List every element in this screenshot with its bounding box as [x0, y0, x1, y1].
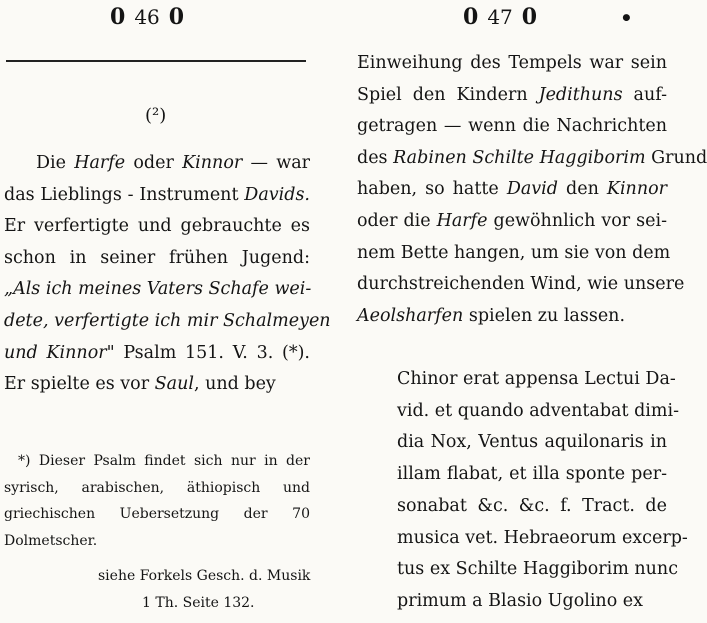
text-line: dia Nox, Ventus aquilonaris in: [397, 432, 667, 453]
italic-text: Harfe: [436, 210, 488, 231]
italic-text: Saul: [154, 374, 194, 395]
text-line: [4, 338, 310, 370]
text-line: [357, 48, 667, 80]
text-segment: auf-: [622, 84, 667, 105]
text-line: [4, 211, 310, 243]
text-segment: haben, so hatte: [357, 179, 507, 200]
text-line: *) Dieser Psalm findet sich nur in der: [18, 453, 310, 469]
text-segment: den: [557, 179, 607, 200]
text-line: [357, 174, 667, 206]
reference-note: [98, 563, 318, 617]
header-rule: [6, 60, 306, 62]
italic-text: dete, verfertigte ich mir Schalmeyen: [4, 310, 331, 331]
text-segment: nem Bette hangen, um sie von dem: [357, 242, 671, 263]
text-line: [357, 238, 671, 270]
italic-text: Harfe: [74, 153, 126, 173]
text-segment: gewöhnlich vor sei-: [487, 210, 667, 231]
text-segment: des: [357, 147, 394, 168]
italic-text: „Als ich meines Vaters Schafe wei-: [4, 279, 312, 300]
text-line: [357, 143, 707, 175]
text-segment: durchstreichenden Wind, wie unsere: [357, 274, 685, 295]
text-line: siehe Forkels Gesch. d. Musik: [98, 568, 311, 584]
text-line: syrisch, arabischen, äthiopisch und: [4, 479, 310, 496]
left-page-number: 46: [134, 5, 160, 29]
right-page-header: [463, 4, 537, 30]
text-line: [357, 80, 667, 112]
left-ornament-before: 0: [110, 4, 126, 30]
text-segment: schon in seiner frühen Jugend:: [4, 247, 310, 268]
text-segment: Grund: [645, 147, 707, 168]
right-page: [345, 0, 707, 623]
right-ornament-after: 0: [521, 4, 538, 30]
italic-text: David: [506, 179, 558, 200]
italic-text: und Kinnor: [4, 342, 107, 363]
right-page-number: 47: [487, 5, 513, 29]
text-segment: spielen zu lassen.: [463, 305, 626, 326]
left-body-text: [4, 148, 331, 401]
text-segment: Die: [36, 153, 75, 173]
text-line: [357, 269, 685, 301]
italic-text: Kinnor: [182, 153, 243, 173]
footnote: [4, 448, 310, 554]
text-line: tus ex Schilte Haggiborim nunc: [397, 559, 679, 580]
text-line: [4, 243, 310, 275]
italic-text: Aeolsharfen: [357, 305, 464, 326]
text-segment: Spiel den Kindern: [357, 84, 539, 105]
text-line: 1 Th. Seite 132.: [142, 595, 255, 611]
italic-text: Davids.: [244, 184, 310, 205]
text-segment: Er verfertigte und gebrauchte es: [4, 216, 310, 237]
text-segment: oder: [125, 153, 183, 173]
text-line: Chinor erat appensa Lectui Da-: [397, 369, 676, 389]
text-segment: — war: [242, 153, 311, 173]
text-line: [4, 274, 310, 306]
left-page: [0, 0, 330, 623]
text-line: musica vet. Hebraeorum excerp-: [397, 527, 688, 548]
text-line: Dolmetscher.: [4, 532, 98, 549]
text-line: sonabat &c. &c. f. Tract. de: [397, 495, 667, 516]
text-segment: das Lieblings - Instrument: [4, 184, 245, 205]
italic-text: Rabinen Schilte Haggiborim: [393, 147, 646, 168]
text-line: [4, 148, 310, 180]
left-ornament-after: 0: [168, 4, 185, 30]
latin-quote: [397, 364, 688, 618]
text-segment: Er spielte es vor: [4, 374, 155, 395]
section-mark: (²): [145, 105, 167, 126]
italic-text: Kinnor: [606, 179, 667, 200]
text-line: [4, 306, 331, 338]
text-line: [357, 206, 667, 238]
text-segment: getragen — wenn die Nachrichten: [357, 116, 667, 137]
text-line: [357, 111, 667, 143]
text-line: [4, 180, 310, 212]
italic-text: Jedithuns: [538, 84, 623, 105]
dot-mark: •: [620, 6, 633, 30]
right-ornament-before: 0: [463, 4, 479, 30]
text-line: primum a Blasio Ugolino ex: [397, 590, 644, 611]
text-segment: " Psalm 151. V. 3. (*).: [106, 342, 310, 363]
text-line: illam flabat, et illa sponte per-: [397, 464, 667, 485]
text-line: [357, 301, 667, 333]
text-segment: oder die: [357, 210, 437, 231]
text-segment: , und bey: [193, 374, 276, 395]
left-page-header: [110, 4, 184, 30]
text-line: vid. et quando adventabat dimi-: [397, 400, 679, 421]
right-body-text: [357, 48, 707, 332]
text-line: griechischen Uebersetzung der 70: [4, 506, 310, 522]
text-segment: Einweihung des Tempels war sein: [357, 53, 667, 73]
text-line: [4, 369, 310, 401]
